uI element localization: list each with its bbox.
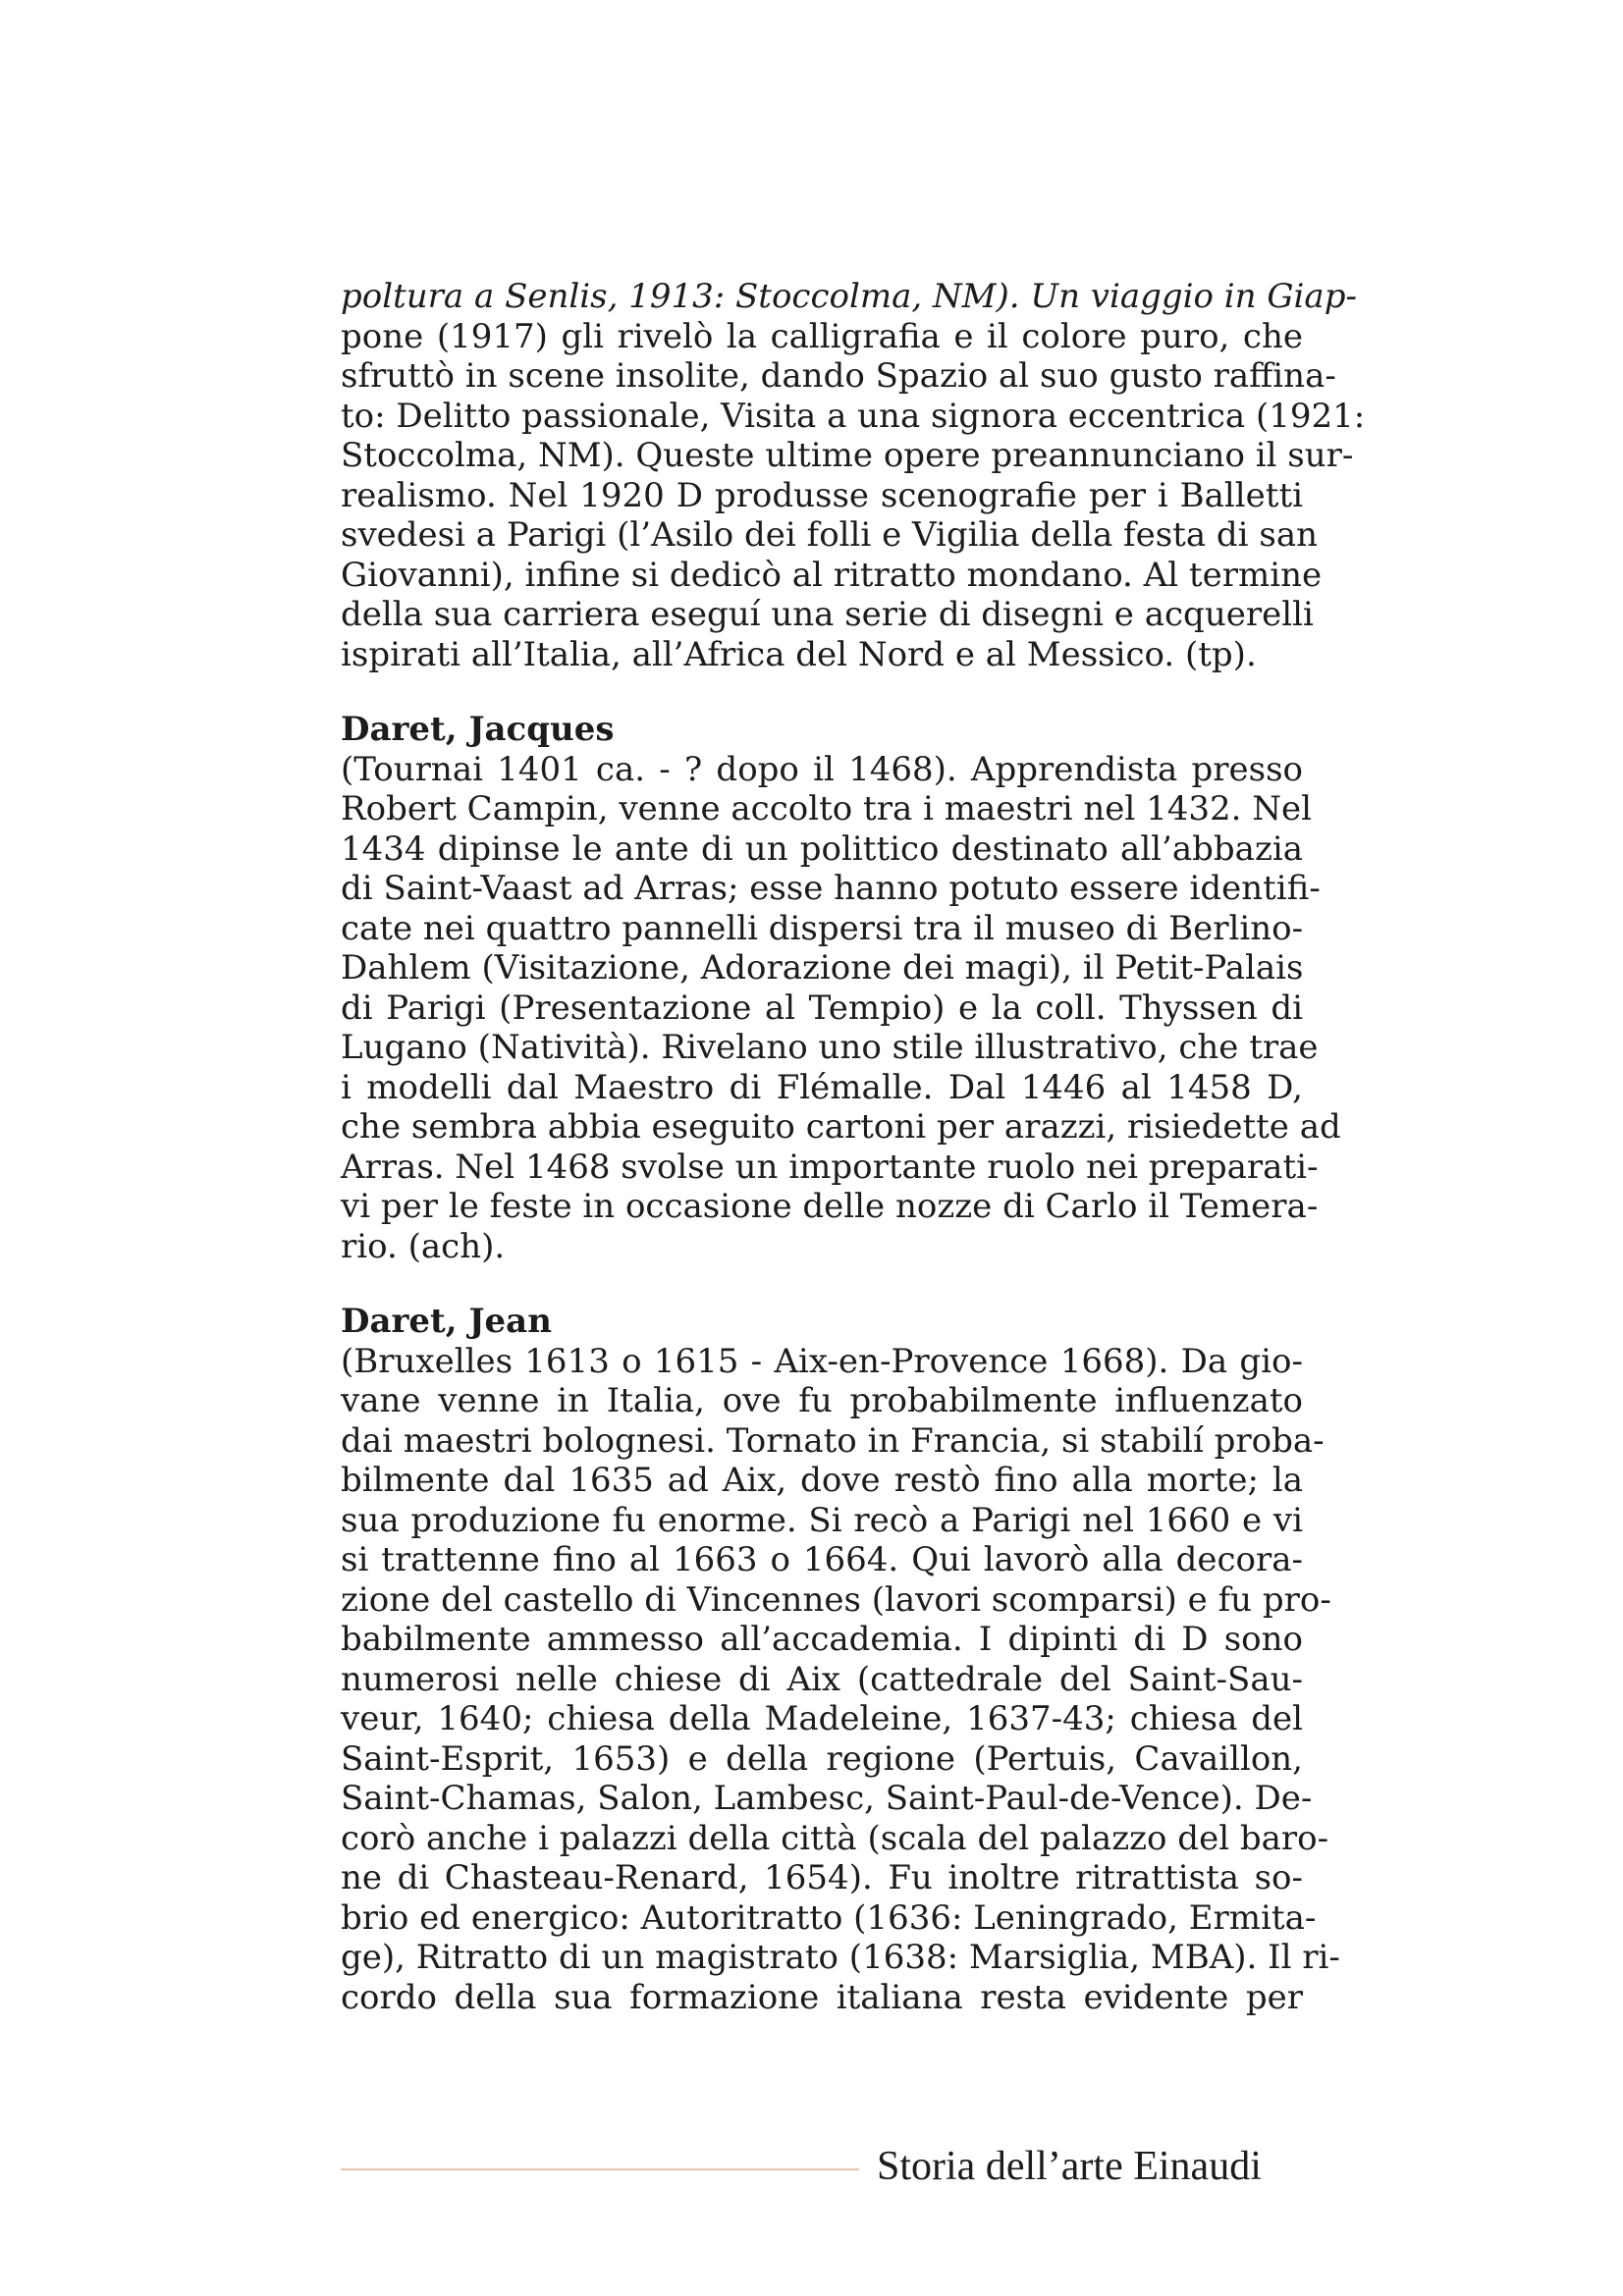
text-line: Saint-Esprit, 1653) e della regione (Pertuis, Cavaillon, xyxy=(341,1738,1303,1779)
page-body xyxy=(341,277,1366,2017)
text-line: Dahlem (Visitazione, Adorazione dei magi), il Petit-Palais xyxy=(341,948,1304,988)
text-line: Arras. Nel 1468 svolse un importante ruolo nei preparati- xyxy=(341,1147,1319,1187)
text-line: (Tournai 1401 ca. - ? dopo il 1468). Apprendista presso xyxy=(341,749,1303,789)
text-line: che sembra abbia eseguito cartoni per arazzi, risiedette ad xyxy=(341,1107,1341,1147)
text-line: ispirati all’Italia, all’Africa del Nord e al Messico. (tp). xyxy=(341,634,1257,674)
text-line: cordo della sua formazione italiana resta evidente per xyxy=(341,1977,1303,2017)
text-line: brio ed energico: Autoritratto (1636: Leningrado, Ermita- xyxy=(341,1897,1317,1938)
text-line: bilmente dal 1635 ad Aix, dove restò fino alla morte; la xyxy=(341,1461,1303,1500)
footer-publisher: Storia dell’arte Einaudi xyxy=(877,2144,1262,2189)
entry-daret-jean xyxy=(341,1302,1340,2017)
entry-daret-jacques xyxy=(341,710,1341,1266)
text-line: 1434 dipinse le ante di un polittico destinato all’abbazia xyxy=(341,828,1303,869)
text-line: (Bruxelles 1613 o 1615 - Aix-en-Provence 1668). Da gio- xyxy=(341,1341,1303,1381)
entry-continuation xyxy=(341,277,1366,674)
text-line: Stoccolma, NM). Queste ultime opere preannunciano il sur- xyxy=(341,436,1354,475)
text-line: cate nei quattro pannelli dispersi tra il museo di Berlino- xyxy=(341,908,1304,948)
text-line: Robert Campin, venne accolto tra i maestri nel 1432. Nel xyxy=(341,789,1312,828)
text-line: vane venne in Italia, ove fu probabilmente influenzato xyxy=(341,1381,1303,1420)
text-line: Giovanni), infine si dedicò al ritratto mondano. Al termine xyxy=(341,555,1323,595)
text-line: numerosi nelle chiese di Aix (cattedrale del Saint-Sau- xyxy=(341,1659,1303,1699)
text-line: dai maestri bolognesi. Tornato in Francia, si stabilí proba- xyxy=(341,1420,1325,1461)
text-line: to: Delitto passionale, Visita a una signora eccentrica (1921: xyxy=(341,396,1366,436)
text-line: di Saint-Vaast ad Arras; esse hanno potuto essere identifi- xyxy=(341,869,1321,908)
text-line: vi per le feste in occasione delle nozze di Carlo il Temera- xyxy=(341,1187,1319,1226)
text-line: sfruttò in scene insolite, dando Spazio al suo gusto raffina- xyxy=(341,356,1336,396)
text-line: veur, 1640; chiesa della Madeleine, 1637-43; chiesa del xyxy=(341,1699,1303,1738)
text-line: Lugano (Natività). Rivelano uno stile illustrativo, che trae xyxy=(341,1028,1319,1067)
text-line: corò anche i palazzi della città (scala del palazzo del baro- xyxy=(341,1818,1329,1858)
text-line: si trattenne fino al 1663 o 1664. Qui lavorò alla decora- xyxy=(341,1540,1303,1579)
text-line: zione del castello di Vincennes (lavori scomparsi) e fu pro- xyxy=(341,1579,1331,1620)
footer-divider xyxy=(341,2168,859,2170)
entry-title: Daret, Jacques xyxy=(341,710,615,749)
text-line: rio. (ach). xyxy=(341,1226,506,1266)
text-line: sua produzione fu enorme. Si recò a Parigi nel 1660 e vi xyxy=(341,1500,1303,1540)
text-line: babilmente ammesso all’accademia. I dipinti di D sono xyxy=(341,1620,1303,1659)
text-line: di Parigi (Presentazione al Tempio) e la coll. Thyssen di xyxy=(341,988,1303,1028)
text-line: realismo. Nel 1920 D produsse scenografie per i Balletti xyxy=(341,475,1303,515)
text-line: ge), Ritratto di un magistrato (1638: Marsiglia, MBA). Il ri- xyxy=(341,1938,1340,1977)
text-line: Saint-Chamas, Salon, Lambesc, Saint-Paul-de-Vence). De- xyxy=(341,1779,1313,1818)
text-line: ne di Chasteau-Renard, 1654). Fu inoltre ritrattista so- xyxy=(341,1858,1303,1897)
text-line: pone (1917) gli rivelò la calligrafia e il colore puro, che xyxy=(341,316,1303,356)
text-line: della sua carriera eseguí una serie di disegni e acquerelli xyxy=(341,595,1314,634)
entry-title: Daret, Jean xyxy=(341,1302,552,1341)
text-line: svedesi a Parigi (l’Asilo dei folli e Vigilia della festa di san xyxy=(341,515,1318,555)
text-line: i modelli dal Maestro di Flémalle. Dal 1446 al 1458 D, xyxy=(341,1067,1303,1107)
text-line: poltura a Senlis, 1913: Stoccolma, NM). Un viaggio in Giap- xyxy=(341,277,1357,316)
